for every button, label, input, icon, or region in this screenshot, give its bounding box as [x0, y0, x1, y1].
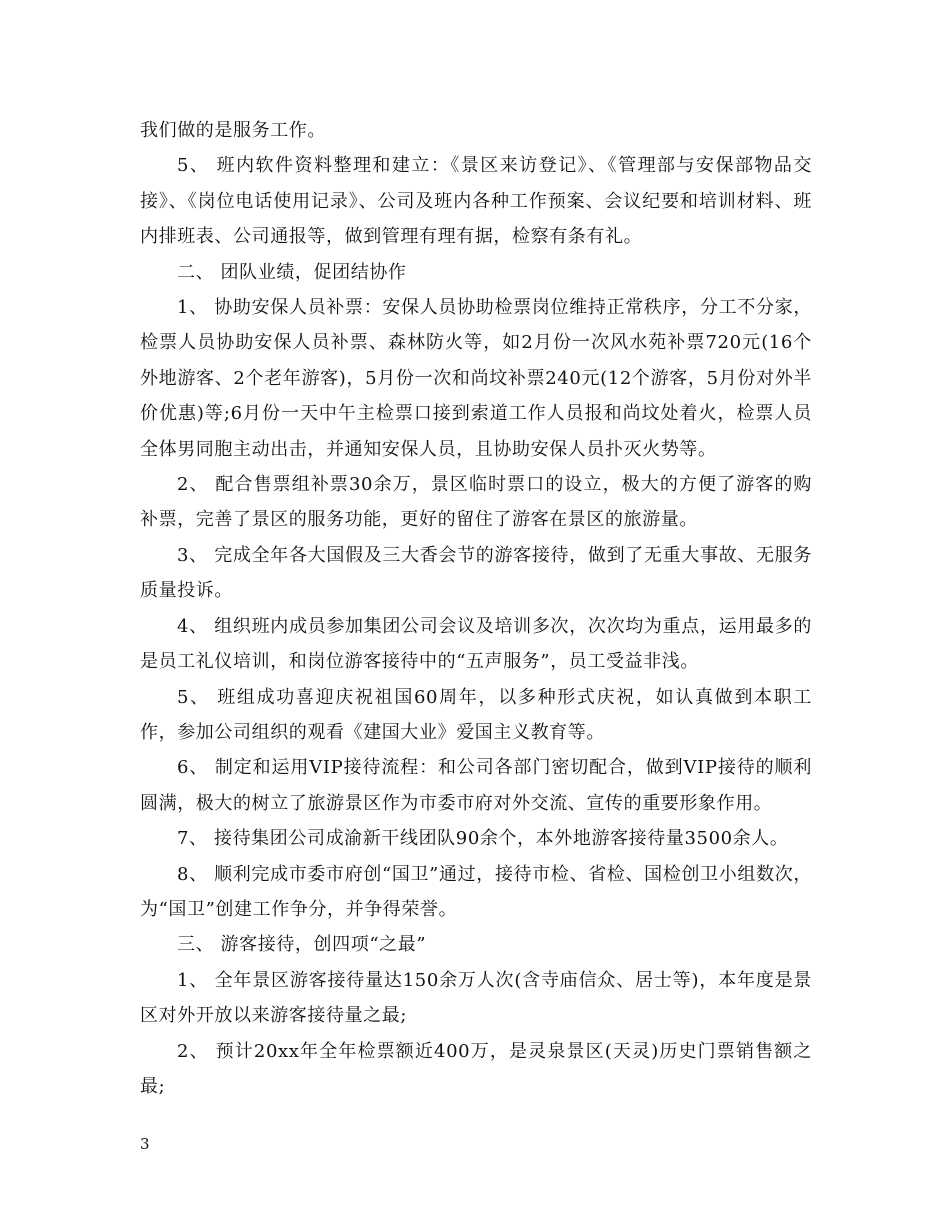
paragraph-item-4-training: 4、 组织班内成员参加集团公司会议及培训多次，次次均为重点，运用最多的是员工礼仪培训，和岗位游客接待中的“五声服务”，员工受益非浅。 — [140, 615, 812, 673]
document-body — [140, 113, 812, 1104]
paragraph-item-3-holiday-reception: 3、 完成全年各大国假及三大香会节的游客接待，做到了无重大事故、无服务质量投诉。 — [140, 544, 812, 602]
paragraph-continuation: 我们做的是服务工作。 — [140, 120, 326, 141]
paragraph-item-1-assist-security: 1、 协助安保人员补票：安保人员协助检票岗位维持正常秩序，分工不分家，检票人员协助安保人员补票、森林防火等，如2月份一次风水苑补票720元(16个外地游客、2个老年游客)，5月份一次和尚坟补票240元(12个游客，5月份对外半价优惠)等;6月份一天中午主检票口接到索道工作人员报和尚坟处着火，检票人员全体男同胞主动出击，并通知安保人员，且协助安保人员扑灭火势等。 — [140, 297, 812, 460]
paragraph-item-2-ticket-revenue: 2、 预计20xx年全年检票额近400万，是灵泉景区(天灵)历史门票销售额之最; — [140, 1040, 812, 1097]
paragraph-item-6-vip-process: 6、 制定和运用VIP接待流程：和公司各部门密切配合，做到VIP接待的顺利圆满，极大的树立了旅游景区作为市委市府对外交流、宣传的重要形象作用。 — [140, 757, 812, 814]
section-heading-3: 三、 游客接待，创四项“之最” — [177, 934, 427, 956]
page-number: 3 — [140, 1135, 150, 1153]
paragraph-item-8-health-city: 8、 顺利完成市委市府创“国卫”通过，接待市检、省检、国检创卫小组数次，为“国卫”创建工作争分，并争得荣誉。 — [140, 863, 812, 920]
paragraph-item-2-ticket-sales: 2、 配合售票组补票30余万，景区临时票口的设立，极大的方便了游客的购补票，完善了景区的服务功能，更好的留住了游客在景区的旅游量。 — [140, 474, 812, 531]
paragraph-item-1-visitor-count: 1、 全年景区游客接待量达150余万人次(含寺庙信众、居士等)，本年度是景区对外开放以来游客接待量之最; — [140, 969, 812, 1027]
section-heading-2: 二、 团队业绩，促团结协作 — [177, 261, 407, 283]
paragraph-item-5-software-records: 5、 班内软件资料整理和建立：《景区来访登记》、《管理部与安保部物品交接》、《岗位电话使用记录》、公司及班内各种工作预案、会议纪要和培训材料、班内排班表、公司通报等，做到管理有理有据，检察有条有礼。 — [140, 155, 812, 248]
paragraph-item-7-group-reception: 7、 接待集团公司成渝新干线团队90余个，本外地游客接待量3500余人。 — [177, 828, 789, 850]
paragraph-item-5-anniversary: 5、 班组成功喜迎庆祝祖国60周年，以多种形式庆祝，如认真做到本职工作，参加公司组织的观看《建国大业》爱国主义教育等。 — [140, 686, 812, 743]
